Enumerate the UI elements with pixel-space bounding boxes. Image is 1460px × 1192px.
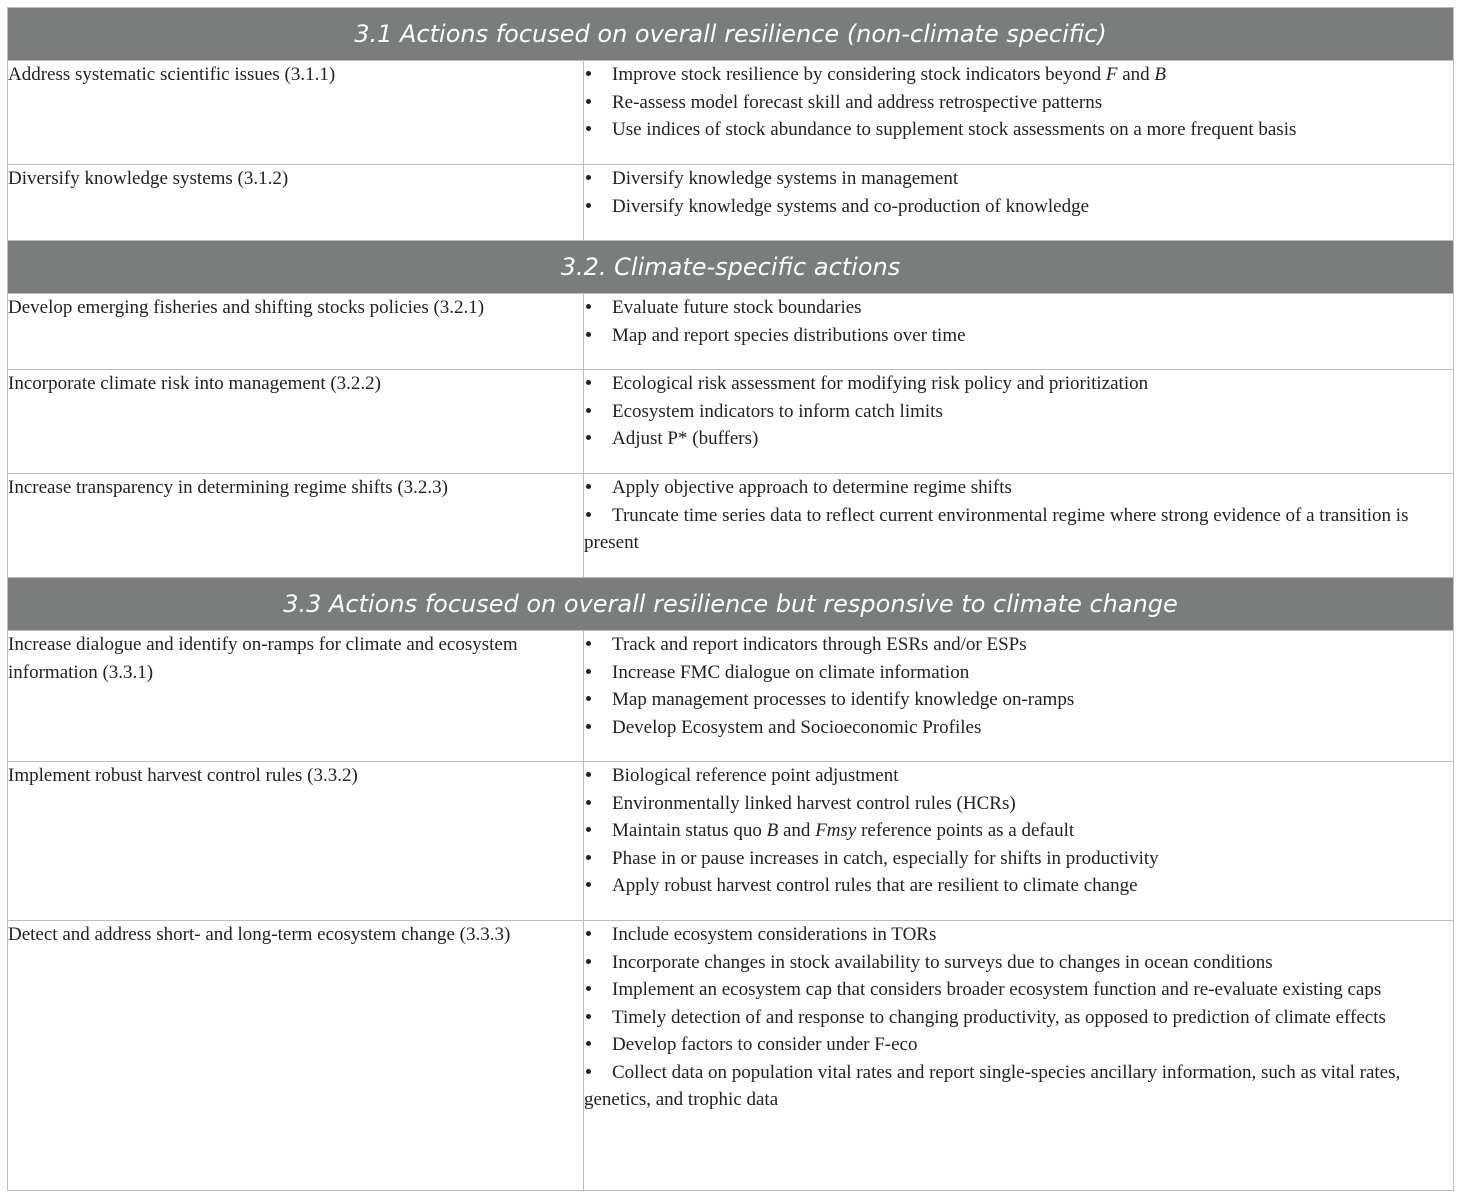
bullet-icon — [584, 322, 612, 350]
action-text: Biological reference point adjustment — [612, 765, 899, 786]
action-text: Implement an ecosystem cap that considers broader ecosystem function and re-evaluate existing caps — [612, 979, 1382, 1000]
action-text: Evaluate future stock boundaries — [612, 297, 862, 318]
action-text: Apply robust harvest control rules that are resilient to climate change — [612, 875, 1138, 896]
topic-cell: Increase dialogue and identify on-ramps for climate and ecosystem information (3.3.1) — [8, 631, 584, 762]
action-item — [584, 631, 1453, 659]
action-text: Ecosystem indicators to inform catch limits — [612, 400, 943, 422]
action-text: Truncate time series data to reflect current environmental regime where strong evidence of a transition is present — [584, 504, 1409, 553]
bullet-icon — [584, 193, 612, 221]
actions-cell — [584, 370, 1454, 474]
bullet-icon — [584, 474, 612, 502]
action-text: Diversify knowledge systems in management — [612, 168, 959, 189]
action-text: Increase FMC dialogue on climate information — [612, 661, 970, 683]
action-item — [584, 502, 1453, 557]
action-item — [584, 294, 1453, 322]
bullet-icon — [584, 1059, 612, 1087]
topic-cell: Diversify knowledge systems (3.1.2) — [8, 165, 584, 241]
action-text: Apply objective approach to determine regime shifts — [612, 477, 1012, 498]
table-row — [8, 294, 1454, 370]
action-item — [584, 714, 1453, 742]
bullet-icon — [584, 502, 612, 530]
bullet-icon — [584, 61, 612, 89]
action-item — [584, 425, 1453, 453]
table-row — [8, 165, 1454, 241]
italic-symbol: Fmsy — [815, 820, 857, 841]
action-text: Environmentally linked harvest control rules (HCRs) — [612, 792, 1016, 814]
bullet-icon — [584, 116, 612, 144]
bullet-icon — [584, 872, 612, 900]
bullet-icon — [584, 425, 612, 453]
action-text: Phase in or pause increases in catch, especially for shifts in productivity — [612, 847, 1159, 869]
action-text: Ecological risk assessment for modifying risk policy and prioritization — [612, 373, 1149, 394]
actions-cell — [584, 631, 1454, 762]
bullet-icon — [584, 659, 612, 687]
action-text: Map and report species distributions over time — [612, 324, 966, 346]
table-row — [8, 61, 1454, 165]
bullet-icon — [584, 790, 612, 818]
section-header-3-2 — [8, 241, 1454, 294]
action-item — [584, 322, 1453, 350]
table-row — [8, 762, 1454, 921]
topic-cell: Develop emerging fisheries and shifting stocks policies (3.2.1) — [8, 294, 584, 370]
bullet-icon — [584, 398, 612, 426]
action-text: Develop factors to consider under F-eco — [612, 1034, 918, 1055]
topic-cell: Increase transparency in determining regime shifts (3.2.3) — [8, 474, 584, 578]
section-heading: 3.2. Climate-specific actions — [8, 241, 1454, 294]
action-item — [584, 1031, 1453, 1059]
bullet-icon — [584, 370, 612, 398]
action-item — [584, 845, 1453, 873]
action-item — [584, 370, 1453, 398]
action-item — [584, 116, 1453, 144]
section-heading: 3.1 Actions focused on overall resilience (non-climate specific) — [8, 8, 1454, 61]
table-row — [8, 921, 1454, 1191]
bullet-icon — [584, 1004, 612, 1032]
actions-table-body — [8, 8, 1454, 1191]
action-text: Map management processes to identify knowledge on-ramps — [612, 689, 1075, 710]
bullet-icon — [584, 949, 612, 977]
italic-symbol: B — [1154, 64, 1167, 85]
action-item — [584, 398, 1453, 426]
action-text: Re-assess model forecast skill and address retrospective patterns — [612, 91, 1103, 113]
table-row — [8, 631, 1454, 762]
action-item — [584, 474, 1453, 502]
bullet-icon — [584, 165, 612, 193]
section-header-3-3 — [8, 578, 1454, 631]
action-item — [584, 790, 1453, 818]
action-text: Timely detection of and response to changing productivity, as opposed to prediction of climate effects — [612, 1006, 1386, 1028]
actions-cell — [584, 474, 1454, 578]
action-item — [584, 1059, 1453, 1114]
bullet-icon — [584, 1031, 612, 1059]
topic-cell: Implement robust harvest control rules (3.3.2) — [8, 762, 584, 921]
section-header-3-1 — [8, 8, 1454, 61]
bullet-icon — [584, 714, 612, 742]
topic-cell: Incorporate climate risk into management (3.2.2) — [8, 370, 584, 474]
bullet-icon — [584, 762, 612, 790]
actions-cell — [584, 921, 1454, 1191]
actions-cell — [584, 762, 1454, 921]
bullet-icon — [584, 89, 612, 117]
action-item — [584, 817, 1453, 845]
bullet-icon — [584, 631, 612, 659]
action-text: Track and report indicators through ESRs and/or ESPs — [612, 634, 1027, 655]
action-text: Use indices of stock abundance to supplement stock assessments on a more frequent basis — [612, 119, 1297, 140]
italic-symbol: F — [1105, 64, 1118, 85]
action-item — [584, 921, 1453, 949]
action-item — [584, 762, 1453, 790]
action-item — [584, 872, 1453, 900]
bullet-icon — [584, 921, 612, 949]
action-item — [584, 61, 1453, 89]
actions-cell — [584, 61, 1454, 165]
action-text: Maintain status quo B and Fmsy reference points as a default — [612, 820, 1075, 841]
bullet-icon — [584, 845, 612, 873]
action-item — [584, 659, 1453, 687]
actions-table — [7, 7, 1454, 1191]
topic-cell: Address systematic scientific issues (3.1.1) — [8, 61, 584, 165]
action-text: Collect data on population vital rates and report single-species ancillary information, such as vital rates, genetics, and trophic data — [584, 1061, 1401, 1110]
action-item — [584, 686, 1453, 714]
action-text: Incorporate changes in stock availability to surveys due to changes in ocean conditions — [612, 951, 1273, 973]
action-text: Adjust P* (buffers) — [612, 428, 759, 449]
action-item — [584, 89, 1453, 117]
bullet-icon — [584, 817, 612, 845]
bullet-icon — [584, 294, 612, 322]
section-heading: 3.3 Actions focused on overall resilience but responsive to climate change — [8, 578, 1454, 631]
action-text: Develop Ecosystem and Socioeconomic Profiles — [612, 716, 982, 738]
bullet-icon — [584, 976, 612, 1004]
actions-cell — [584, 165, 1454, 241]
action-text: Improve stock resilience by considering stock indicators beyond F and B — [612, 64, 1167, 85]
actions-cell — [584, 294, 1454, 370]
action-item — [584, 165, 1453, 193]
italic-symbol: B — [766, 820, 779, 841]
bullet-icon — [584, 686, 612, 714]
table-row — [8, 474, 1454, 578]
action-item — [584, 976, 1453, 1004]
action-text: Diversify knowledge systems and co-production of knowledge — [612, 195, 1090, 217]
action-text: Include ecosystem considerations in TORs — [612, 924, 937, 945]
table-row — [8, 370, 1454, 474]
action-item — [584, 1004, 1453, 1032]
action-item — [584, 193, 1453, 221]
topic-cell: Detect and address short- and long-term ecosystem change (3.3.3) — [8, 921, 584, 1191]
action-item — [584, 949, 1453, 977]
